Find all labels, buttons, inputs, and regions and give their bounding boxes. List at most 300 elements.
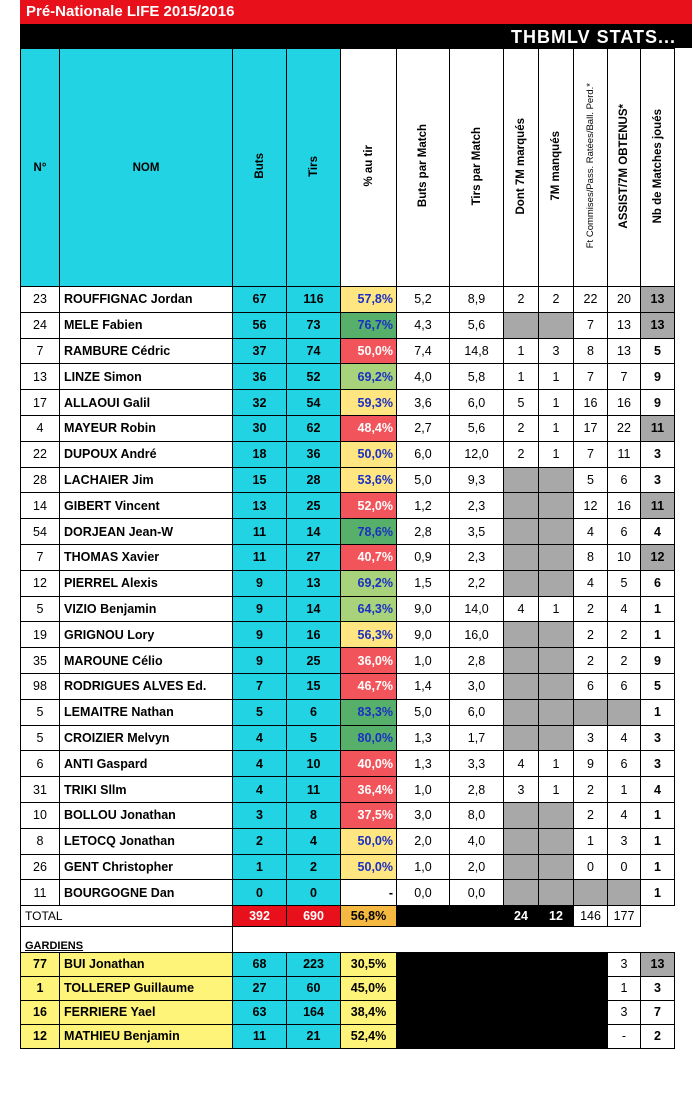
- table-row: [21, 441, 675, 467]
- gardien-row: [21, 976, 675, 1000]
- player-number: 13: [21, 364, 60, 390]
- player-dont7m: 2: [504, 441, 539, 467]
- player-tirs-par-match: 2,8: [450, 648, 504, 674]
- player-buts-par-match: 7,4: [397, 338, 450, 364]
- player-ft: 16: [574, 390, 608, 416]
- player-7m-manques: 1: [539, 415, 574, 441]
- player-assist: 6: [608, 519, 641, 545]
- player-7m-manques: [539, 673, 574, 699]
- player-7m-manques: [539, 725, 574, 751]
- player-pct: 80,0%: [341, 725, 397, 751]
- player-name: VIZIO Benjamin: [60, 596, 233, 622]
- player-7m-manques: [539, 493, 574, 519]
- player-buts-par-match: 9,0: [397, 622, 450, 648]
- player-matches: 3: [641, 725, 675, 751]
- player-number: 7: [21, 338, 60, 364]
- player-dont7m: [504, 519, 539, 545]
- player-tirs-par-match: 2,3: [450, 493, 504, 519]
- player-pct: -: [341, 880, 397, 906]
- gardien-matches: 7: [641, 1000, 675, 1024]
- player-buts: 4: [233, 751, 287, 777]
- player-name: MAYEUR Robin: [60, 415, 233, 441]
- player-buts-par-match: 2,7: [397, 415, 450, 441]
- header-dont7m: Dont 7M marqués: [504, 49, 539, 287]
- total-blank-1: [397, 906, 450, 927]
- player-buts-par-match: 1,3: [397, 725, 450, 751]
- player-dont7m: [504, 673, 539, 699]
- player-buts: 11: [233, 519, 287, 545]
- player-matches: 1: [641, 854, 675, 880]
- player-matches: 1: [641, 622, 675, 648]
- header-7m-manques: 7M manqués: [539, 49, 574, 287]
- gardiens-spacer: [233, 927, 675, 953]
- player-pct: 37,5%: [341, 802, 397, 828]
- gardien-assist: 3: [608, 1000, 641, 1024]
- player-tirs-par-match: 5,8: [450, 364, 504, 390]
- player-matches: 4: [641, 777, 675, 803]
- player-matches: 3: [641, 751, 675, 777]
- player-tirs: 54: [287, 390, 341, 416]
- player-buts: 3: [233, 802, 287, 828]
- player-matches: 9: [641, 648, 675, 674]
- player-buts: 36: [233, 364, 287, 390]
- player-tirs-par-match: 2,0: [450, 854, 504, 880]
- player-buts-par-match: 5,0: [397, 467, 450, 493]
- table-row: [21, 777, 675, 803]
- player-matches: 13: [641, 312, 675, 338]
- gardien-value-a: 68: [233, 952, 287, 976]
- player-buts-par-match: 5,0: [397, 699, 450, 725]
- table-row: [21, 622, 675, 648]
- player-matches: 9: [641, 390, 675, 416]
- player-tirs: 0: [287, 880, 341, 906]
- stats-table: [20, 48, 675, 1049]
- player-dont7m: 1: [504, 338, 539, 364]
- player-tirs-par-match: 16,0: [450, 622, 504, 648]
- player-ft: 12: [574, 493, 608, 519]
- player-matches: 1: [641, 880, 675, 906]
- gardien-row: [21, 1024, 675, 1048]
- player-ft: 2: [574, 648, 608, 674]
- player-7m-manques: [539, 312, 574, 338]
- player-matches: 3: [641, 467, 675, 493]
- player-pct: 57,8%: [341, 287, 397, 313]
- player-ft: 2: [574, 596, 608, 622]
- player-ft: 0: [574, 854, 608, 880]
- player-assist: 16: [608, 390, 641, 416]
- gardien-assist: -: [608, 1024, 641, 1048]
- table-row: [21, 544, 675, 570]
- player-buts-par-match: 1,2: [397, 493, 450, 519]
- gardien-name: FERRIERE Yael: [60, 1000, 233, 1024]
- player-dont7m: [504, 544, 539, 570]
- player-tirs: 16: [287, 622, 341, 648]
- player-7m-manques: 3: [539, 338, 574, 364]
- table-row: [21, 338, 675, 364]
- gardien-row: [21, 952, 675, 976]
- player-name: ANTI Gaspard: [60, 751, 233, 777]
- player-name: DORJEAN Jean-W: [60, 519, 233, 545]
- player-tirs: 5: [287, 725, 341, 751]
- player-buts: 5: [233, 699, 287, 725]
- player-name: MAROUNE Célio: [60, 648, 233, 674]
- player-tirs-par-match: 6,0: [450, 390, 504, 416]
- player-number: 7: [21, 544, 60, 570]
- header-tirs: Tirs: [287, 49, 341, 287]
- player-tirs-par-match: 8,9: [450, 287, 504, 313]
- player-buts: 32: [233, 390, 287, 416]
- player-name: TRIKI Sllm: [60, 777, 233, 803]
- player-number: 8: [21, 828, 60, 854]
- player-assist: 10: [608, 544, 641, 570]
- player-7m-manques: [539, 467, 574, 493]
- gardien-matches: 3: [641, 976, 675, 1000]
- player-assist: 6: [608, 467, 641, 493]
- player-pct: 36,4%: [341, 777, 397, 803]
- player-assist: [608, 699, 641, 725]
- player-7m-manques: [539, 828, 574, 854]
- player-assist: 4: [608, 725, 641, 751]
- total-ft: 146: [574, 906, 608, 927]
- total-blank-2: [450, 906, 504, 927]
- player-ft: 2: [574, 777, 608, 803]
- player-ft: 8: [574, 544, 608, 570]
- gardiens-rows: [21, 952, 675, 1048]
- player-dont7m: 5: [504, 390, 539, 416]
- player-name: LEMAITRE Nathan: [60, 699, 233, 725]
- player-7m-manques: 1: [539, 390, 574, 416]
- page-title: Pré-Nationale LIFE 2015/2016: [20, 0, 692, 24]
- player-buts-par-match: 1,0: [397, 854, 450, 880]
- player-7m-manques: 1: [539, 441, 574, 467]
- player-7m-manques: [539, 802, 574, 828]
- player-assist: 6: [608, 673, 641, 699]
- player-tirs: 74: [287, 338, 341, 364]
- table-row: [21, 287, 675, 313]
- player-pct: 50,0%: [341, 854, 397, 880]
- player-assist: 2: [608, 622, 641, 648]
- gardien-pct: 30,5%: [341, 952, 397, 976]
- player-matches: 1: [641, 802, 675, 828]
- player-buts: 18: [233, 441, 287, 467]
- player-buts-par-match: 4,0: [397, 364, 450, 390]
- player-pct: 46,7%: [341, 673, 397, 699]
- player-dont7m: [504, 802, 539, 828]
- header-matches: Nb de Matches joués: [641, 49, 675, 287]
- player-tirs: 25: [287, 648, 341, 674]
- player-number: 28: [21, 467, 60, 493]
- gardien-number: 12: [21, 1024, 60, 1048]
- player-tirs-par-match: 9,3: [450, 467, 504, 493]
- gardien-assist: 3: [608, 952, 641, 976]
- player-assist: 13: [608, 312, 641, 338]
- player-name: LINZE Simon: [60, 364, 233, 390]
- total-assist: 177: [608, 906, 641, 927]
- player-name: BOLLOU Jonathan: [60, 802, 233, 828]
- table-row: [21, 493, 675, 519]
- player-dont7m: [504, 648, 539, 674]
- gardien-name: BUI Jonathan: [60, 952, 233, 976]
- player-tirs: 13: [287, 570, 341, 596]
- player-pct: 69,2%: [341, 364, 397, 390]
- player-assist: 20: [608, 287, 641, 313]
- player-7m-manques: 1: [539, 751, 574, 777]
- header-buts-match: Buts par Match: [397, 49, 450, 287]
- gardien-pct: 45,0%: [341, 976, 397, 1000]
- header-ft: Ft Commises/Pass. Ratées/Ball. Perd.*: [574, 49, 608, 287]
- total-row: [21, 906, 675, 927]
- player-assist: 16: [608, 493, 641, 519]
- player-buts: 7: [233, 673, 287, 699]
- total-label: TOTAL: [21, 906, 233, 927]
- gardien-matches: 2: [641, 1024, 675, 1048]
- player-name: GRIGNOU Lory: [60, 622, 233, 648]
- player-buts-par-match: 0,9: [397, 544, 450, 570]
- gardien-row: [21, 1000, 675, 1024]
- table-row: [21, 364, 675, 390]
- player-ft: 22: [574, 287, 608, 313]
- player-pct: 36,0%: [341, 648, 397, 674]
- player-7m-manques: [539, 854, 574, 880]
- player-ft: 6: [574, 673, 608, 699]
- player-tirs: 116: [287, 287, 341, 313]
- player-pct: 76,7%: [341, 312, 397, 338]
- player-7m-manques: [539, 622, 574, 648]
- player-buts: 2: [233, 828, 287, 854]
- player-buts-par-match: 6,0: [397, 441, 450, 467]
- total-m7: 12: [539, 906, 574, 927]
- page-subtitle: THBMLV STATS...: [20, 24, 692, 48]
- player-matches: 1: [641, 699, 675, 725]
- player-pct: 78,6%: [341, 519, 397, 545]
- player-buts-par-match: 9,0: [397, 596, 450, 622]
- total-buts: 392: [233, 906, 287, 927]
- player-buts-par-match: 3,6: [397, 390, 450, 416]
- player-matches: 1: [641, 596, 675, 622]
- player-name: ALLAOUI Galil: [60, 390, 233, 416]
- player-dont7m: [504, 725, 539, 751]
- header-pct: % au tir: [341, 49, 397, 287]
- player-number: 19: [21, 622, 60, 648]
- table-row: [21, 828, 675, 854]
- player-buts: 67: [233, 287, 287, 313]
- table-row: [21, 854, 675, 880]
- player-ft: [574, 699, 608, 725]
- player-name: THOMAS Xavier: [60, 544, 233, 570]
- player-tirs-par-match: 3,5: [450, 519, 504, 545]
- gardien-number: 77: [21, 952, 60, 976]
- player-pct: 52,0%: [341, 493, 397, 519]
- player-dont7m: [504, 854, 539, 880]
- player-ft: 2: [574, 622, 608, 648]
- player-dont7m: [504, 312, 539, 338]
- player-tirs: 25: [287, 493, 341, 519]
- player-dont7m: [504, 828, 539, 854]
- player-tirs-par-match: 14,0: [450, 596, 504, 622]
- gardiens-label-row: [21, 927, 675, 953]
- player-assist: 6: [608, 751, 641, 777]
- player-buts: 15: [233, 467, 287, 493]
- player-tirs-par-match: 5,6: [450, 312, 504, 338]
- player-ft: 4: [574, 519, 608, 545]
- player-dont7m: [504, 493, 539, 519]
- gardien-value-b: 164: [287, 1000, 341, 1024]
- gardien-number: 1: [21, 976, 60, 1000]
- player-buts: 30: [233, 415, 287, 441]
- player-dont7m: 4: [504, 751, 539, 777]
- player-tirs-par-match: 0,0: [450, 880, 504, 906]
- player-buts: 9: [233, 596, 287, 622]
- player-tirs-par-match: 4,0: [450, 828, 504, 854]
- player-number: 4: [21, 415, 60, 441]
- player-buts: 13: [233, 493, 287, 519]
- player-7m-manques: [539, 544, 574, 570]
- player-dont7m: 4: [504, 596, 539, 622]
- table-row: [21, 570, 675, 596]
- player-number: 17: [21, 390, 60, 416]
- player-7m-manques: [539, 880, 574, 906]
- player-number: 5: [21, 725, 60, 751]
- player-matches: 3: [641, 441, 675, 467]
- player-ft: 2: [574, 802, 608, 828]
- player-pct: 56,3%: [341, 622, 397, 648]
- player-tirs: 28: [287, 467, 341, 493]
- player-name: LETOCQ Jonathan: [60, 828, 233, 854]
- player-number: 12: [21, 570, 60, 596]
- player-dont7m: 1: [504, 364, 539, 390]
- player-dont7m: [504, 622, 539, 648]
- player-name: MELE Fabien: [60, 312, 233, 338]
- player-buts: 4: [233, 777, 287, 803]
- player-pct: 50,0%: [341, 338, 397, 364]
- player-buts: 37: [233, 338, 287, 364]
- player-pct: 64,3%: [341, 596, 397, 622]
- player-matches: 1: [641, 828, 675, 854]
- player-buts-par-match: 1,5: [397, 570, 450, 596]
- player-tirs: 10: [287, 751, 341, 777]
- table-row: [21, 673, 675, 699]
- total-blank-3: [641, 906, 675, 927]
- player-tirs: 36: [287, 441, 341, 467]
- player-assist: 3: [608, 828, 641, 854]
- player-7m-manques: [539, 519, 574, 545]
- player-buts-par-match: 0,0: [397, 880, 450, 906]
- gardien-pct: 52,4%: [341, 1024, 397, 1048]
- player-number: 31: [21, 777, 60, 803]
- table-row: [21, 596, 675, 622]
- player-number: 14: [21, 493, 60, 519]
- player-tirs-par-match: 3,0: [450, 673, 504, 699]
- player-pct: 83,3%: [341, 699, 397, 725]
- player-buts-par-match: 1,0: [397, 648, 450, 674]
- player-number: 22: [21, 441, 60, 467]
- player-buts-par-match: 5,2: [397, 287, 450, 313]
- table-row: [21, 519, 675, 545]
- player-buts: 9: [233, 622, 287, 648]
- table-row: [21, 699, 675, 725]
- gardien-value-b: 21: [287, 1024, 341, 1048]
- player-7m-manques: [539, 648, 574, 674]
- player-7m-manques: 1: [539, 596, 574, 622]
- gardien-value-a: 27: [233, 976, 287, 1000]
- player-pct: 40,7%: [341, 544, 397, 570]
- player-number: 11: [21, 880, 60, 906]
- player-assist: 2: [608, 648, 641, 674]
- player-assist: 4: [608, 596, 641, 622]
- player-buts: 0: [233, 880, 287, 906]
- player-name: LACHAIER Jim: [60, 467, 233, 493]
- player-ft: 3: [574, 725, 608, 751]
- gardien-blank: [397, 952, 608, 976]
- gardien-number: 16: [21, 1000, 60, 1024]
- player-buts: 56: [233, 312, 287, 338]
- player-7m-manques: 1: [539, 777, 574, 803]
- player-tirs: 2: [287, 854, 341, 880]
- player-pct: 53,6%: [341, 467, 397, 493]
- player-tirs-par-match: 2,2: [450, 570, 504, 596]
- gardien-blank: [397, 976, 608, 1000]
- player-assist: 0: [608, 854, 641, 880]
- player-7m-manques: 1: [539, 364, 574, 390]
- player-ft: [574, 880, 608, 906]
- player-buts: 9: [233, 648, 287, 674]
- player-buts: 11: [233, 544, 287, 570]
- player-tirs: 6: [287, 699, 341, 725]
- player-tirs-par-match: 12,0: [450, 441, 504, 467]
- player-matches: 5: [641, 338, 675, 364]
- player-tirs-par-match: 8,0: [450, 802, 504, 828]
- player-tirs-par-match: 5,6: [450, 415, 504, 441]
- player-name: RODRIGUES ALVES Ed.: [60, 673, 233, 699]
- player-assist: 7: [608, 364, 641, 390]
- player-tirs: 15: [287, 673, 341, 699]
- player-matches: 6: [641, 570, 675, 596]
- player-assist: 11: [608, 441, 641, 467]
- player-number: 26: [21, 854, 60, 880]
- player-buts-par-match: 2,0: [397, 828, 450, 854]
- player-tirs: 62: [287, 415, 341, 441]
- player-pct: 69,2%: [341, 570, 397, 596]
- player-pct: 50,0%: [341, 828, 397, 854]
- player-buts-par-match: 4,3: [397, 312, 450, 338]
- header-row: [21, 49, 675, 287]
- player-matches: 12: [641, 544, 675, 570]
- player-assist: [608, 880, 641, 906]
- player-7m-manques: [539, 570, 574, 596]
- player-ft: 9: [574, 751, 608, 777]
- gardien-value-b: 60: [287, 976, 341, 1000]
- player-number: 10: [21, 802, 60, 828]
- player-assist: 1: [608, 777, 641, 803]
- player-tirs-par-match: 2,3: [450, 544, 504, 570]
- player-dont7m: [504, 880, 539, 906]
- player-name: PIERREL Alexis: [60, 570, 233, 596]
- gardien-name: MATHIEU Benjamin: [60, 1024, 233, 1048]
- player-tirs: 14: [287, 596, 341, 622]
- gardien-name: TOLLEREP Guillaume: [60, 976, 233, 1000]
- player-tirs-par-match: 6,0: [450, 699, 504, 725]
- header-num: N°: [21, 49, 60, 287]
- player-buts: 9: [233, 570, 287, 596]
- player-name: DUPOUX André: [60, 441, 233, 467]
- player-matches: 9: [641, 364, 675, 390]
- player-tirs: 8: [287, 802, 341, 828]
- player-name: BOURGOGNE Dan: [60, 880, 233, 906]
- gardien-blank: [397, 1000, 608, 1024]
- player-name: GIBERT Vincent: [60, 493, 233, 519]
- player-ft: 8: [574, 338, 608, 364]
- player-buts-par-match: 1,3: [397, 751, 450, 777]
